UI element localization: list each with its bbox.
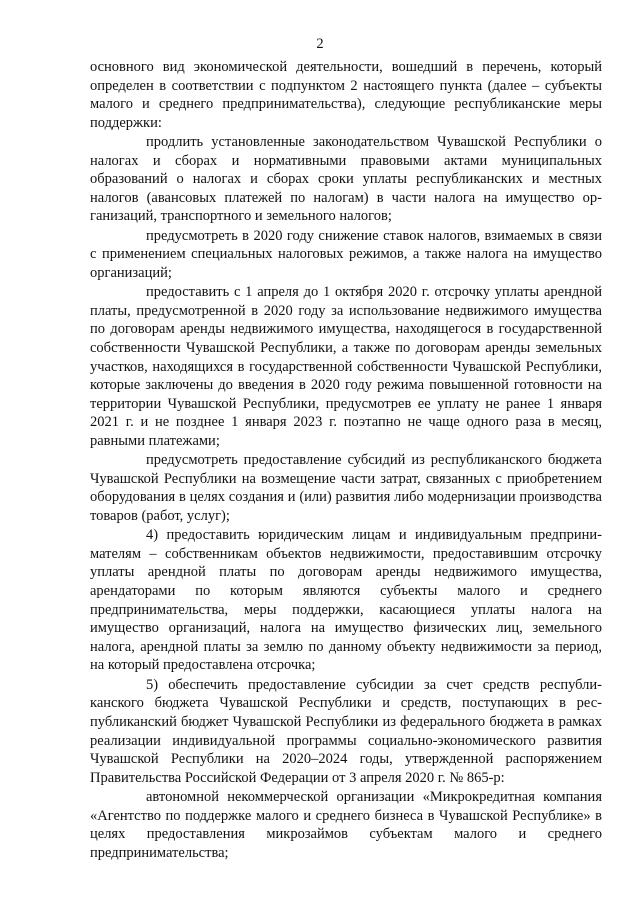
paragraph: предусмотреть в 2020 году снижение ставок налогов, взимаемых в связи с применением специальных налоговых режимов, а также налога на имущество организаций; (90, 227, 602, 281)
paragraph: предусмотреть предоставление субсидий из республиканского бюджета Чувашской Республики на возмещение части затрат, связанных с приобретением оборудования в целях создания и (или) развития либо модернизации производства товаров (работ, услуг); (90, 452, 602, 524)
paragraph: предоставить с 1 апреля до 1 октября 2020 г. отсрочку уплаты арендной платы, предусмотренной в 2020 году за использование недвижимого имущества по договорам аренды недвижимого имущества, находящегося в государственной собственности Чувашской Республики, а также по договорам аренды земельных участков, находящихся в государственной собственности Чувашской Республики, которые заключены до введения в 2020 году режима повышенной готовности на территории Чувашской Республики, предусмотрев ее уплату не ранее 1 января 2021 г. и не позднее 1 января 2023 г. поэтапно не чаще одного раза в месяц, равными платежами; (90, 284, 602, 449)
document-body (90, 58, 602, 863)
paragraph: автономной некоммерческой организации «Микрокредитная компания «Агентство по поддержке малого и среднего бизнеса в Чувашской Республике» в целях предоставления микрозаймов субъектам малого и среднего предпринимательства; (90, 788, 602, 861)
paragraph: 4) предоставить юридическим лицам и индивидуальным предпринимателям – собственникам объектов недвижимости, предоставившим отсрочку уплаты арендной платы по договорам аренды недвижимого имущества, арендаторами по которым являются субъекты малого и среднего предпринимательства, меры поддержки, касающиеся уплаты налога на имущество организаций, налога на имущество физических лиц, земельного налога, арендной платы за землю по данному объекту недвижимости за период, на который предоставлена отсрочка; (90, 527, 602, 674)
paragraph: продлить установленные законодательством Чувашской Республики о налогах и сборах и нормативными правовыми актами муниципальных образований о налогах и сборах сроки уплаты республиканских и местных налогов (авансовых платежей по налогам) в части налога на имущество организаций, транспортного и земельного налогов; (90, 134, 602, 225)
paragraph: основного вид экономической деятельности, вошедший в перечень, который определен в соответствии с подпунктом 2 настоящего пункта (далее – субъекты малого и среднего предпринимательства), следующие республиканские меры поддержки: (90, 59, 602, 131)
page-number: 2 (316, 36, 324, 52)
paragraph: 5) обеспечить предоставление субсидии за счет средств республиканского бюджета Чувашской Республики и средств, поступающих в республиканский бюджет Чувашской Республики из федерального бюджета в рамках реализации индивидуальной программы социально-экономического развития Чувашской Республики на 2020–2024 годы, утвержденной распоряжением Правительства Российской Федерации от 3 апреля 2020 г. № 865-р: (90, 676, 602, 786)
